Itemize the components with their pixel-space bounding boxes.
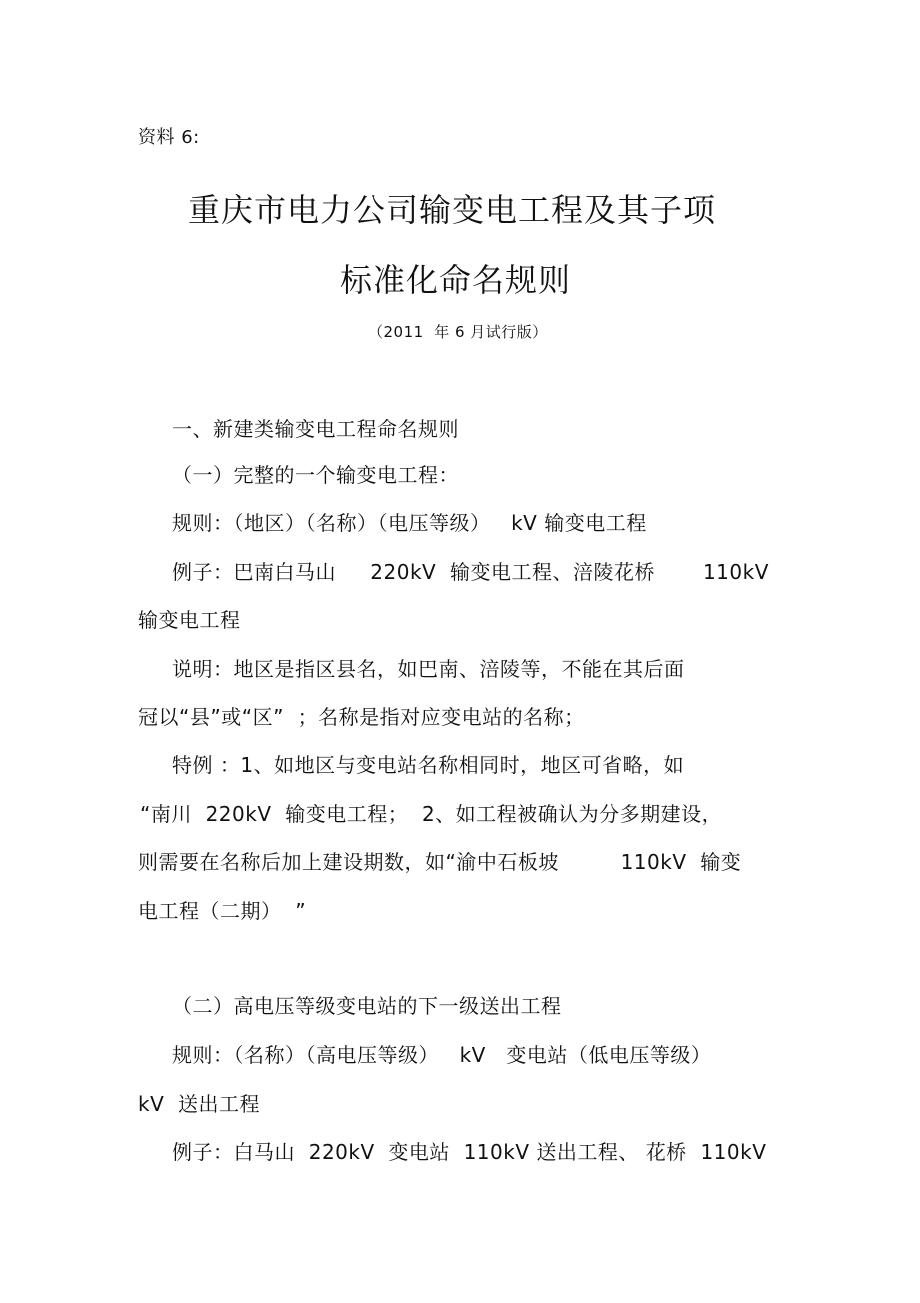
example-text: 例子：巴南白马山 220kV 输变电工程、涪陵花桥 110kV [172,560,769,584]
note-text: 说明：地区是指区县名，如巴南、涪陵等，不能在其后面 [172,657,685,681]
special-case-text: 特例 ：1、如地区与变电站名称相同时，地区可省略，如 [172,753,685,777]
special-case-text-continued: “南川 220kV 输变电工程； 2、如工程被确认为分多期建设， [140,802,723,826]
rule-text: 规则：（名称）（高电压等级） kV 变电站（低电压等级） [172,1043,712,1067]
rule-text: 规则：（地区）（名称）（电压等级） kV 输变电工程 [172,511,647,535]
example-text-continued: 输变电工程 [138,608,241,632]
special-case-text-continued: 则需要在名称后加上建设期数，如“渝中石板坡 110kV 输变 [138,850,742,874]
example-text: 例子：白马山 220kV 变电站 110kV 送出工程、 花桥 110kV [172,1140,767,1164]
document-label: 资料 6: [138,127,200,148]
section-heading: 一、新建类输变电工程命名规则 [172,417,459,441]
subsection-heading: （一）完整的一个输变电工程： [172,463,459,487]
document-title-line-2: 标准化命名规则 [340,261,572,299]
special-case-text-continued: 电工程（二期） ” [138,899,307,923]
subsection-heading: （二）高电压等级变电站的下一级送出工程 [172,994,562,1018]
document-subtitle: （2011 年 6 月试行版） [368,323,548,341]
document-title-line-1: 重庆市电力公司输变电工程及其子项 [188,191,717,229]
rule-text-continued: kV 送出工程 [138,1092,260,1116]
note-text-continued: 冠以“县”或“区” ；名称是指对应变电站的名称； [138,705,585,729]
